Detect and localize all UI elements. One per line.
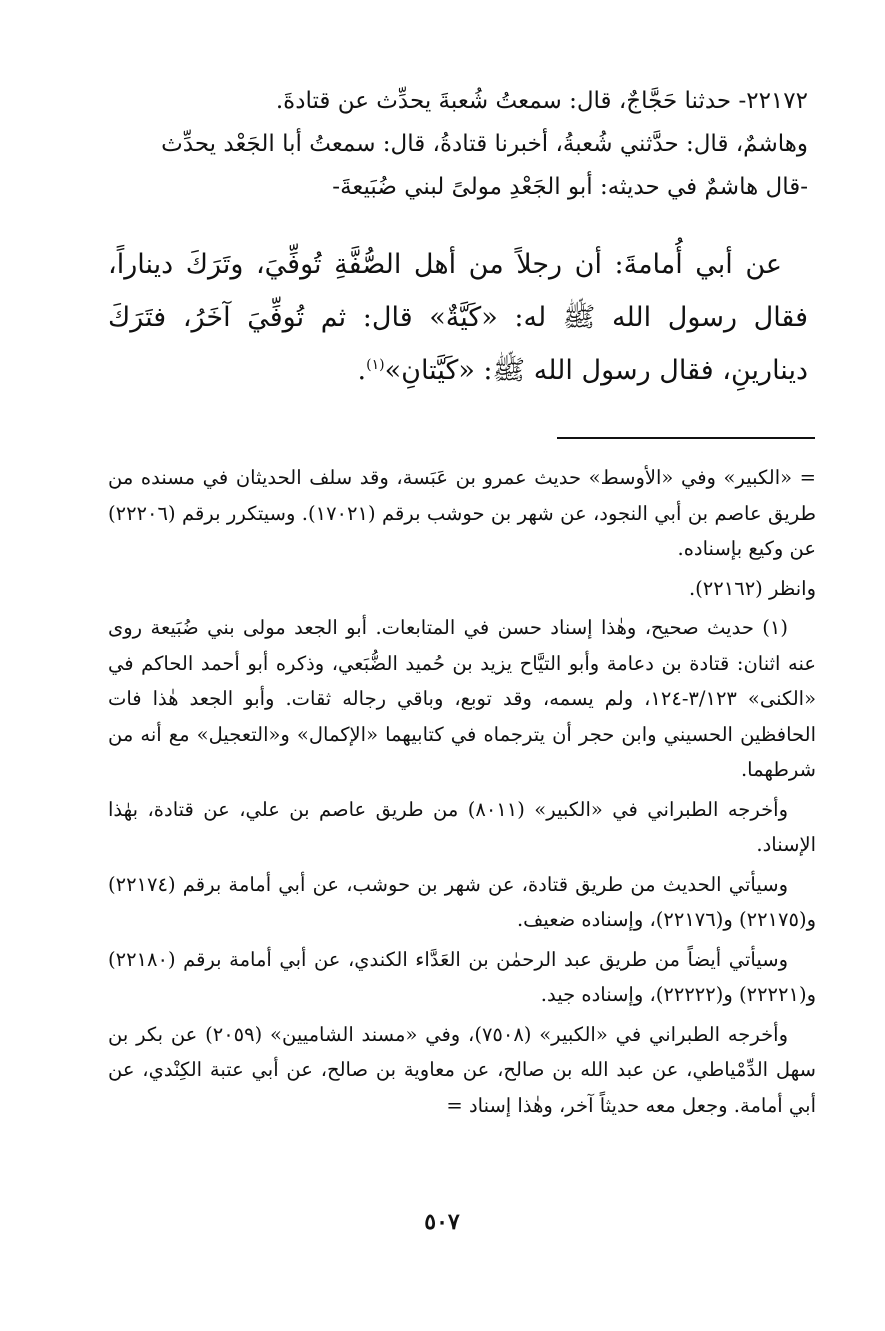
footnote-1-shamiyyin-route: وأخرجه الطبراني في «الكبير» (٧٥٠٨)، وفي «مسند الشاميين» (٢٠٥٩) عن بكر بن سهل الدِّمْياطي، عن عبد الله بن صالح، عن معاوية بن صالح، عن أبي عتبة الكِنْدي، عن أبي أمامة. وجعل معه حديثاً آخر، وهٰذا إسناد =: [108, 1022, 816, 1117]
hadith-number-line: ٢٢١٧٢- حدثنا حَجَّاجٌ، قال: سمعتُ شُعبةَ يحدِّث عن قتادةَ.: [275, 88, 808, 114]
footnote-divider: [557, 437, 815, 439]
footnote-1-takhrij-tabarani: وأخرجه الطبراني في «الكبير» (٨٠١١) من طريق عاصم بن علي، عن قتادة، بهٰذا الإسناد.: [108, 797, 816, 856]
narration-chain-line: وهاشمٌ، قال: حدَّثني شُعبةُ، أخبرنا قتادةُ، قال: سمعتُ أبا الجَعْد يحدِّث: [161, 131, 808, 157]
hadith-matn-text: عن أبي أُمامةَ: أن رجلاً من أهل الصُّفَّةِ تُوفِّيَ، وتَرَكَ ديناراً، فقال رسول الله ﷺ له: «كَيَّةٌ» قال: ثم تُوفِّيَ آخَرُ، فتَرَكَ دينارينِ، فقال رسول الله ﷺ: «كَيَّتانِ»: [108, 249, 808, 386]
footnote-see-also: وانظر (٢٢١٦٢).: [688, 576, 816, 600]
footnote-1-qatada-route: وسيأتي الحديث من طريق قتادة، عن شهر بن حوشب، عن أبي أمامة برقم (٢٢١٧٤) و(٢٢١٧٥) و(٢٢١٧٦)، وإسناده ضعيف.: [108, 872, 816, 931]
hadith-matn-end: .: [357, 355, 367, 386]
narrator-note-line: -قال هاشمٌ في حديثه: أبو الجَعْدِ مولىً لبني ضُبَيعةَ-: [332, 174, 808, 200]
footnotes-section: [108, 460, 816, 1127]
footnote-1-grading: (١) حديث صحيح، وهٰذا إسناد حسن في المتابعات. أبو الجعد مولى بني ضُبَيعة روى عنه اثنان: قتادة بن دعامة وأبو التيَّاح يزيد بن حُميد الضُّبَعي، وذكره أبو أحمد الحاكم في «الكنى» ٣/١٢٣-١٢٤، ولم يسمه، وقد توبع، وباقي رجاله ثقات. وأبو الجعد هٰذا فات الحافظين الحسيني وابن حجر أن يترجماه في كتابيهما «الإكمال» و«التعجيل» مع أنه من شرطهما.: [108, 616, 817, 781]
footnote-1-addaa-route: وسيأتي أيضاً من طريق عبد الرحمٰن بن العَدَّاء الكندي، عن أبي أمامة برقم (٢٢١٨٠) و(٢٢٢٢١) و(٢٢٢٢٢)، وإسناده جيد.: [108, 947, 816, 1006]
hadith-chain-of-narration: [108, 80, 808, 209]
footnote-continuation: = «الكبير» وفي «الأوسط» حديث عمرو بن عَبَسة، وقد سلف الحديثان في مسنده من طريق عاصم بن أبي النجود، عن شهر بن حوشب برقم (١٧٠٢١). وسيتكرر برقم (٢٢٢٠٦) عن وكيع بإسناده.: [108, 466, 816, 560]
page-number: ٥٠٧: [424, 1209, 460, 1235]
footnote-reference: (١): [366, 357, 385, 373]
hadith-text: [108, 238, 808, 397]
hadith-matn: [108, 238, 808, 397]
